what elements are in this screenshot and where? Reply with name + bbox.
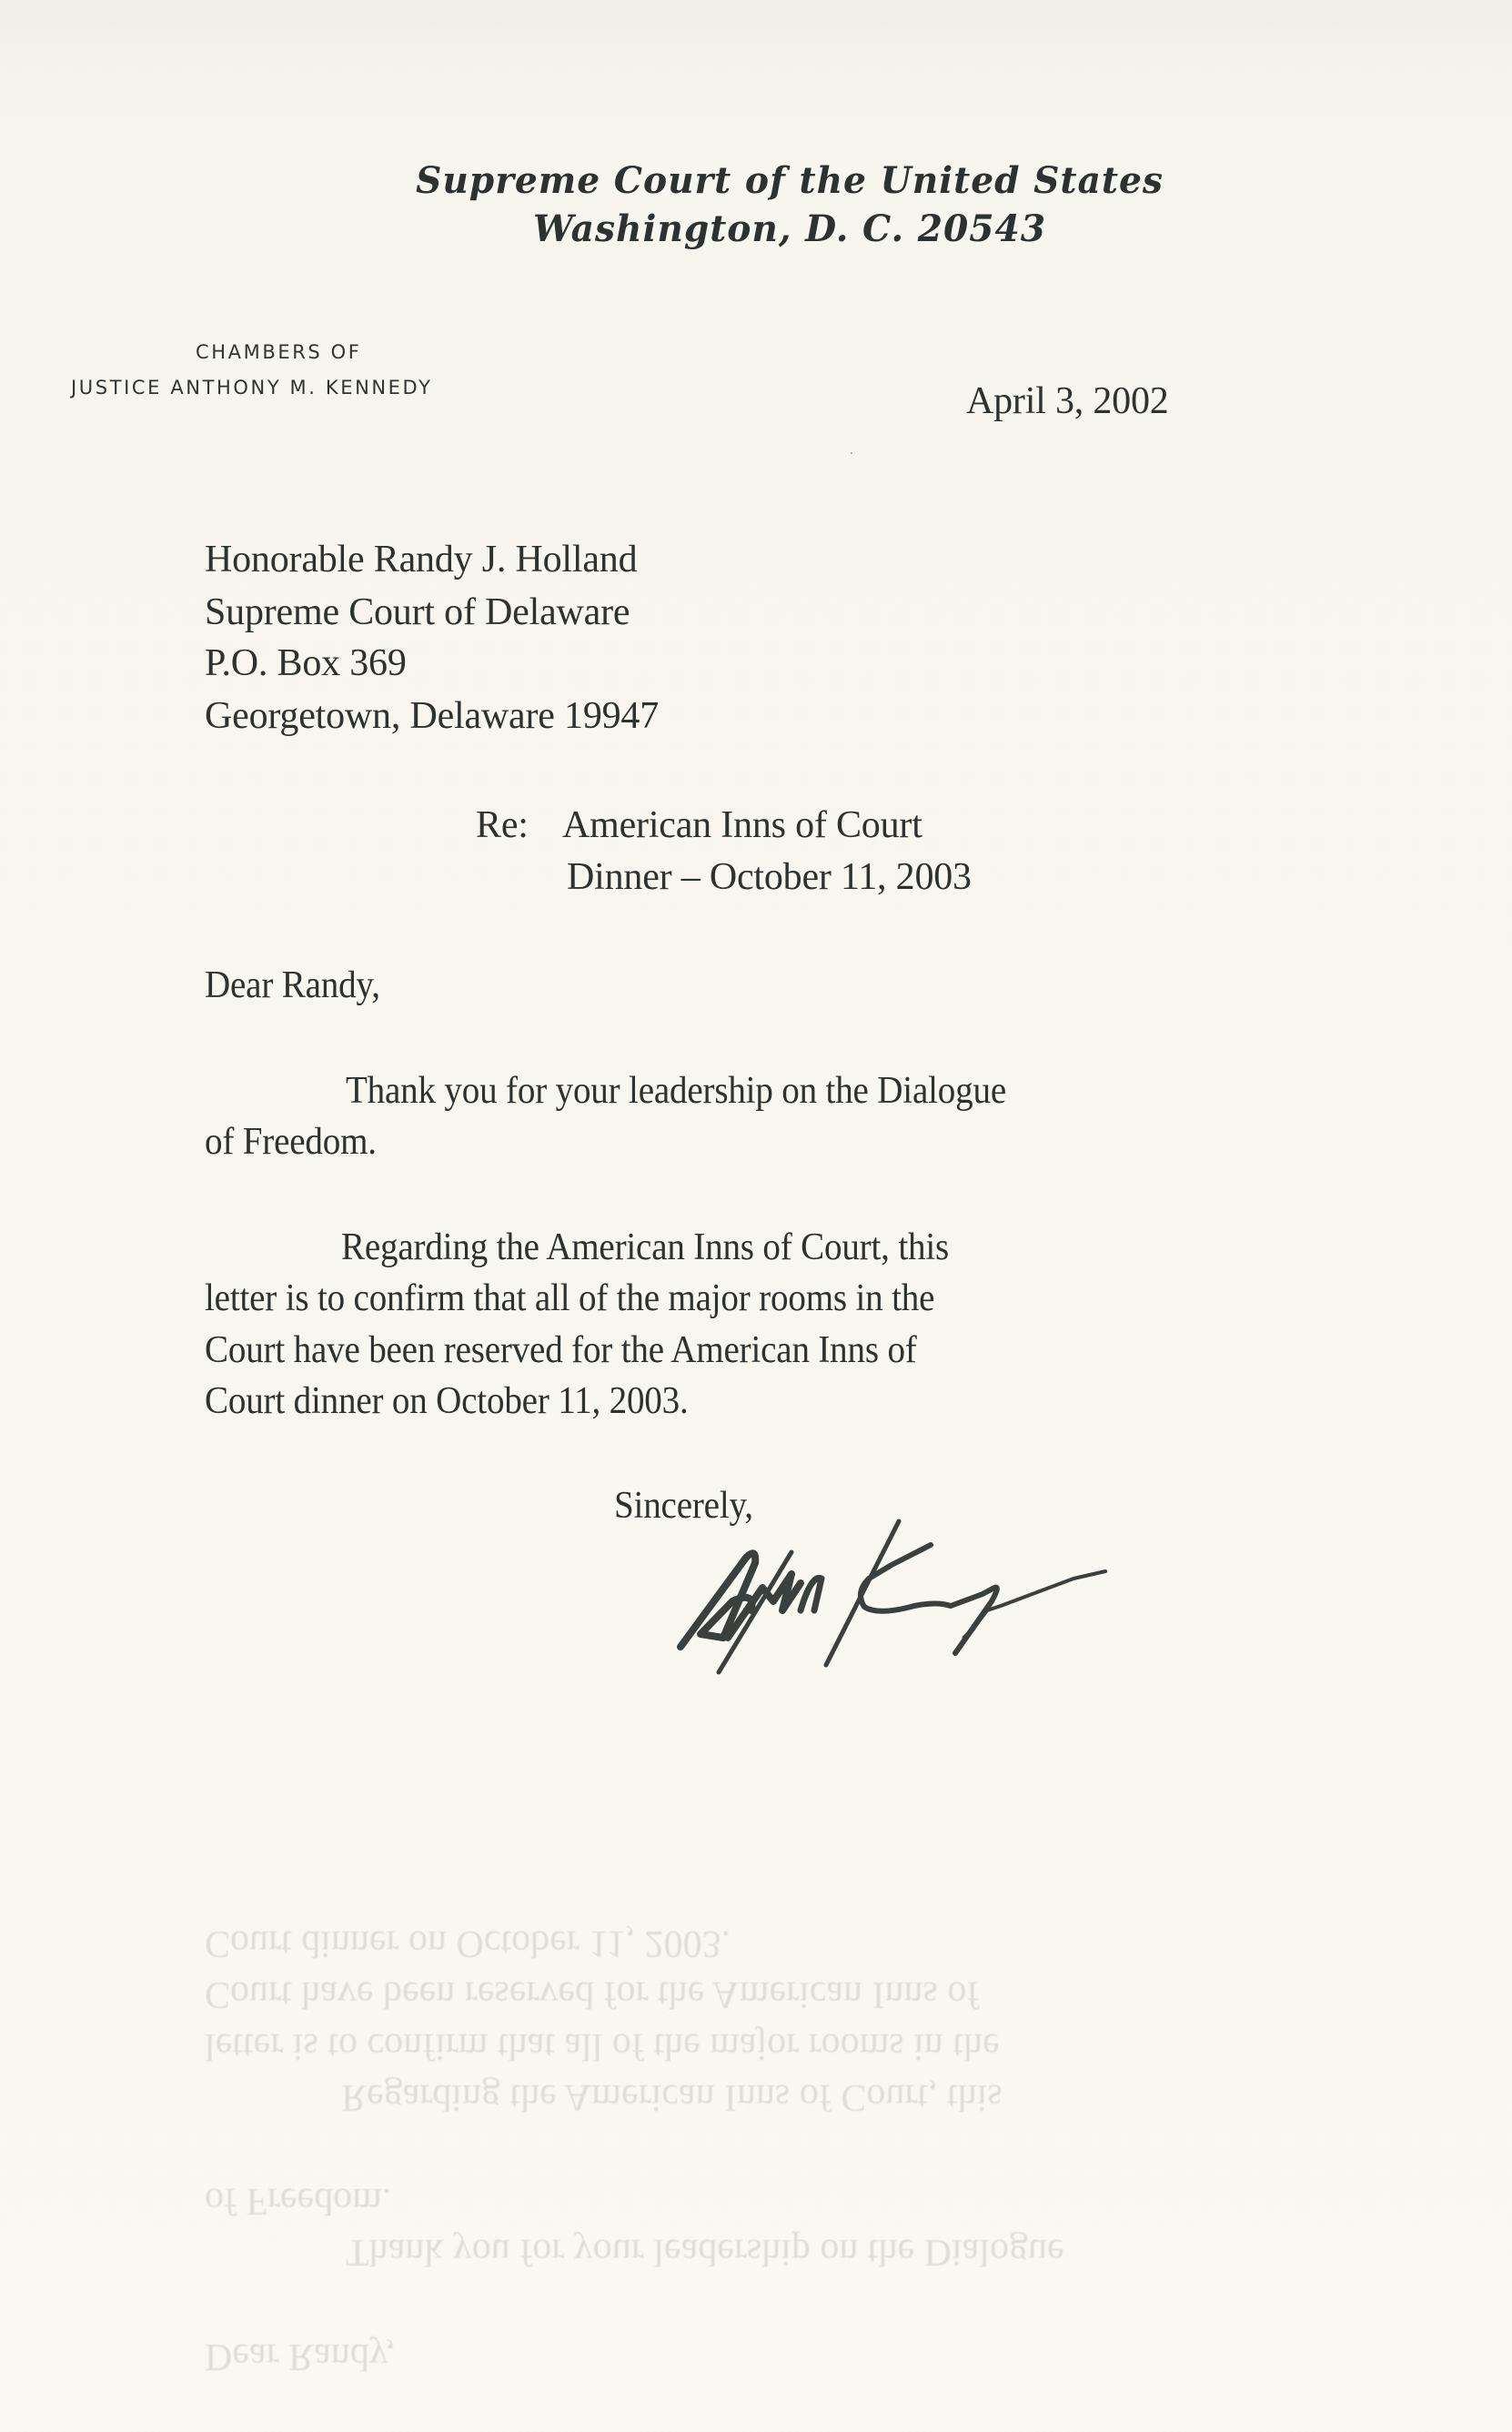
salutation: Dear Randy, bbox=[205, 964, 380, 1006]
letterhead-address: Washington, D. C. 20543 bbox=[532, 207, 1047, 250]
paper-speck bbox=[851, 452, 852, 454]
paragraph-line: Court dinner on October 11, 2003. bbox=[205, 1380, 689, 1422]
bleed-line: Regarding the American Inns of Court, this bbox=[341, 2076, 1003, 2118]
reference-date: Dinner – October 11, 2003 bbox=[567, 856, 972, 898]
recipient-line: Georgetown, Delaware 19947 bbox=[205, 695, 660, 737]
bleed-line: Dear Randy, bbox=[205, 2336, 396, 2377]
reference-subject: American Inns of Court bbox=[562, 804, 922, 846]
bleed-line: of Freedom. bbox=[205, 2180, 392, 2222]
paragraph-line: Thank you for your leadership on the Dialogue bbox=[346, 1070, 1006, 1112]
letterhead-title: Supreme Court of the United States bbox=[416, 159, 1164, 202]
recipient-line: Honorable Randy J. Holland bbox=[205, 539, 638, 580]
bleed-line: Court have been reserved for the American Inns of bbox=[205, 1973, 980, 2015]
recipient-line: P.O. Box 369 bbox=[205, 642, 407, 684]
bleed-line: Court dinner on October 11, 2003. bbox=[205, 1922, 731, 1964]
reference-label: Re: bbox=[476, 804, 529, 846]
paragraph-line: Regarding the American Inns of Court, this bbox=[341, 1226, 950, 1268]
bleed-line: Thank you for your leadership on the Dialogue bbox=[346, 2231, 1064, 2273]
closing: Sincerely, bbox=[614, 1485, 753, 1527]
letter-date: April 3, 2002 bbox=[966, 380, 1169, 422]
chambers-justice-name: JUSTICE ANTHONY M. KENNEDY bbox=[71, 377, 433, 399]
chambers-label: CHAMBERS OF bbox=[196, 341, 362, 363]
paragraph-line: of Freedom. bbox=[205, 1121, 377, 1163]
recipient-line: Supreme Court of Delaware bbox=[205, 591, 630, 633]
paragraph-line: Court have been reserved for the American Inns of bbox=[205, 1329, 917, 1371]
bleed-line: letter is to confirm that all of the major rooms in the bbox=[205, 2025, 1000, 2067]
paragraph-line: letter is to confirm that all of the major rooms in the bbox=[205, 1277, 935, 1319]
